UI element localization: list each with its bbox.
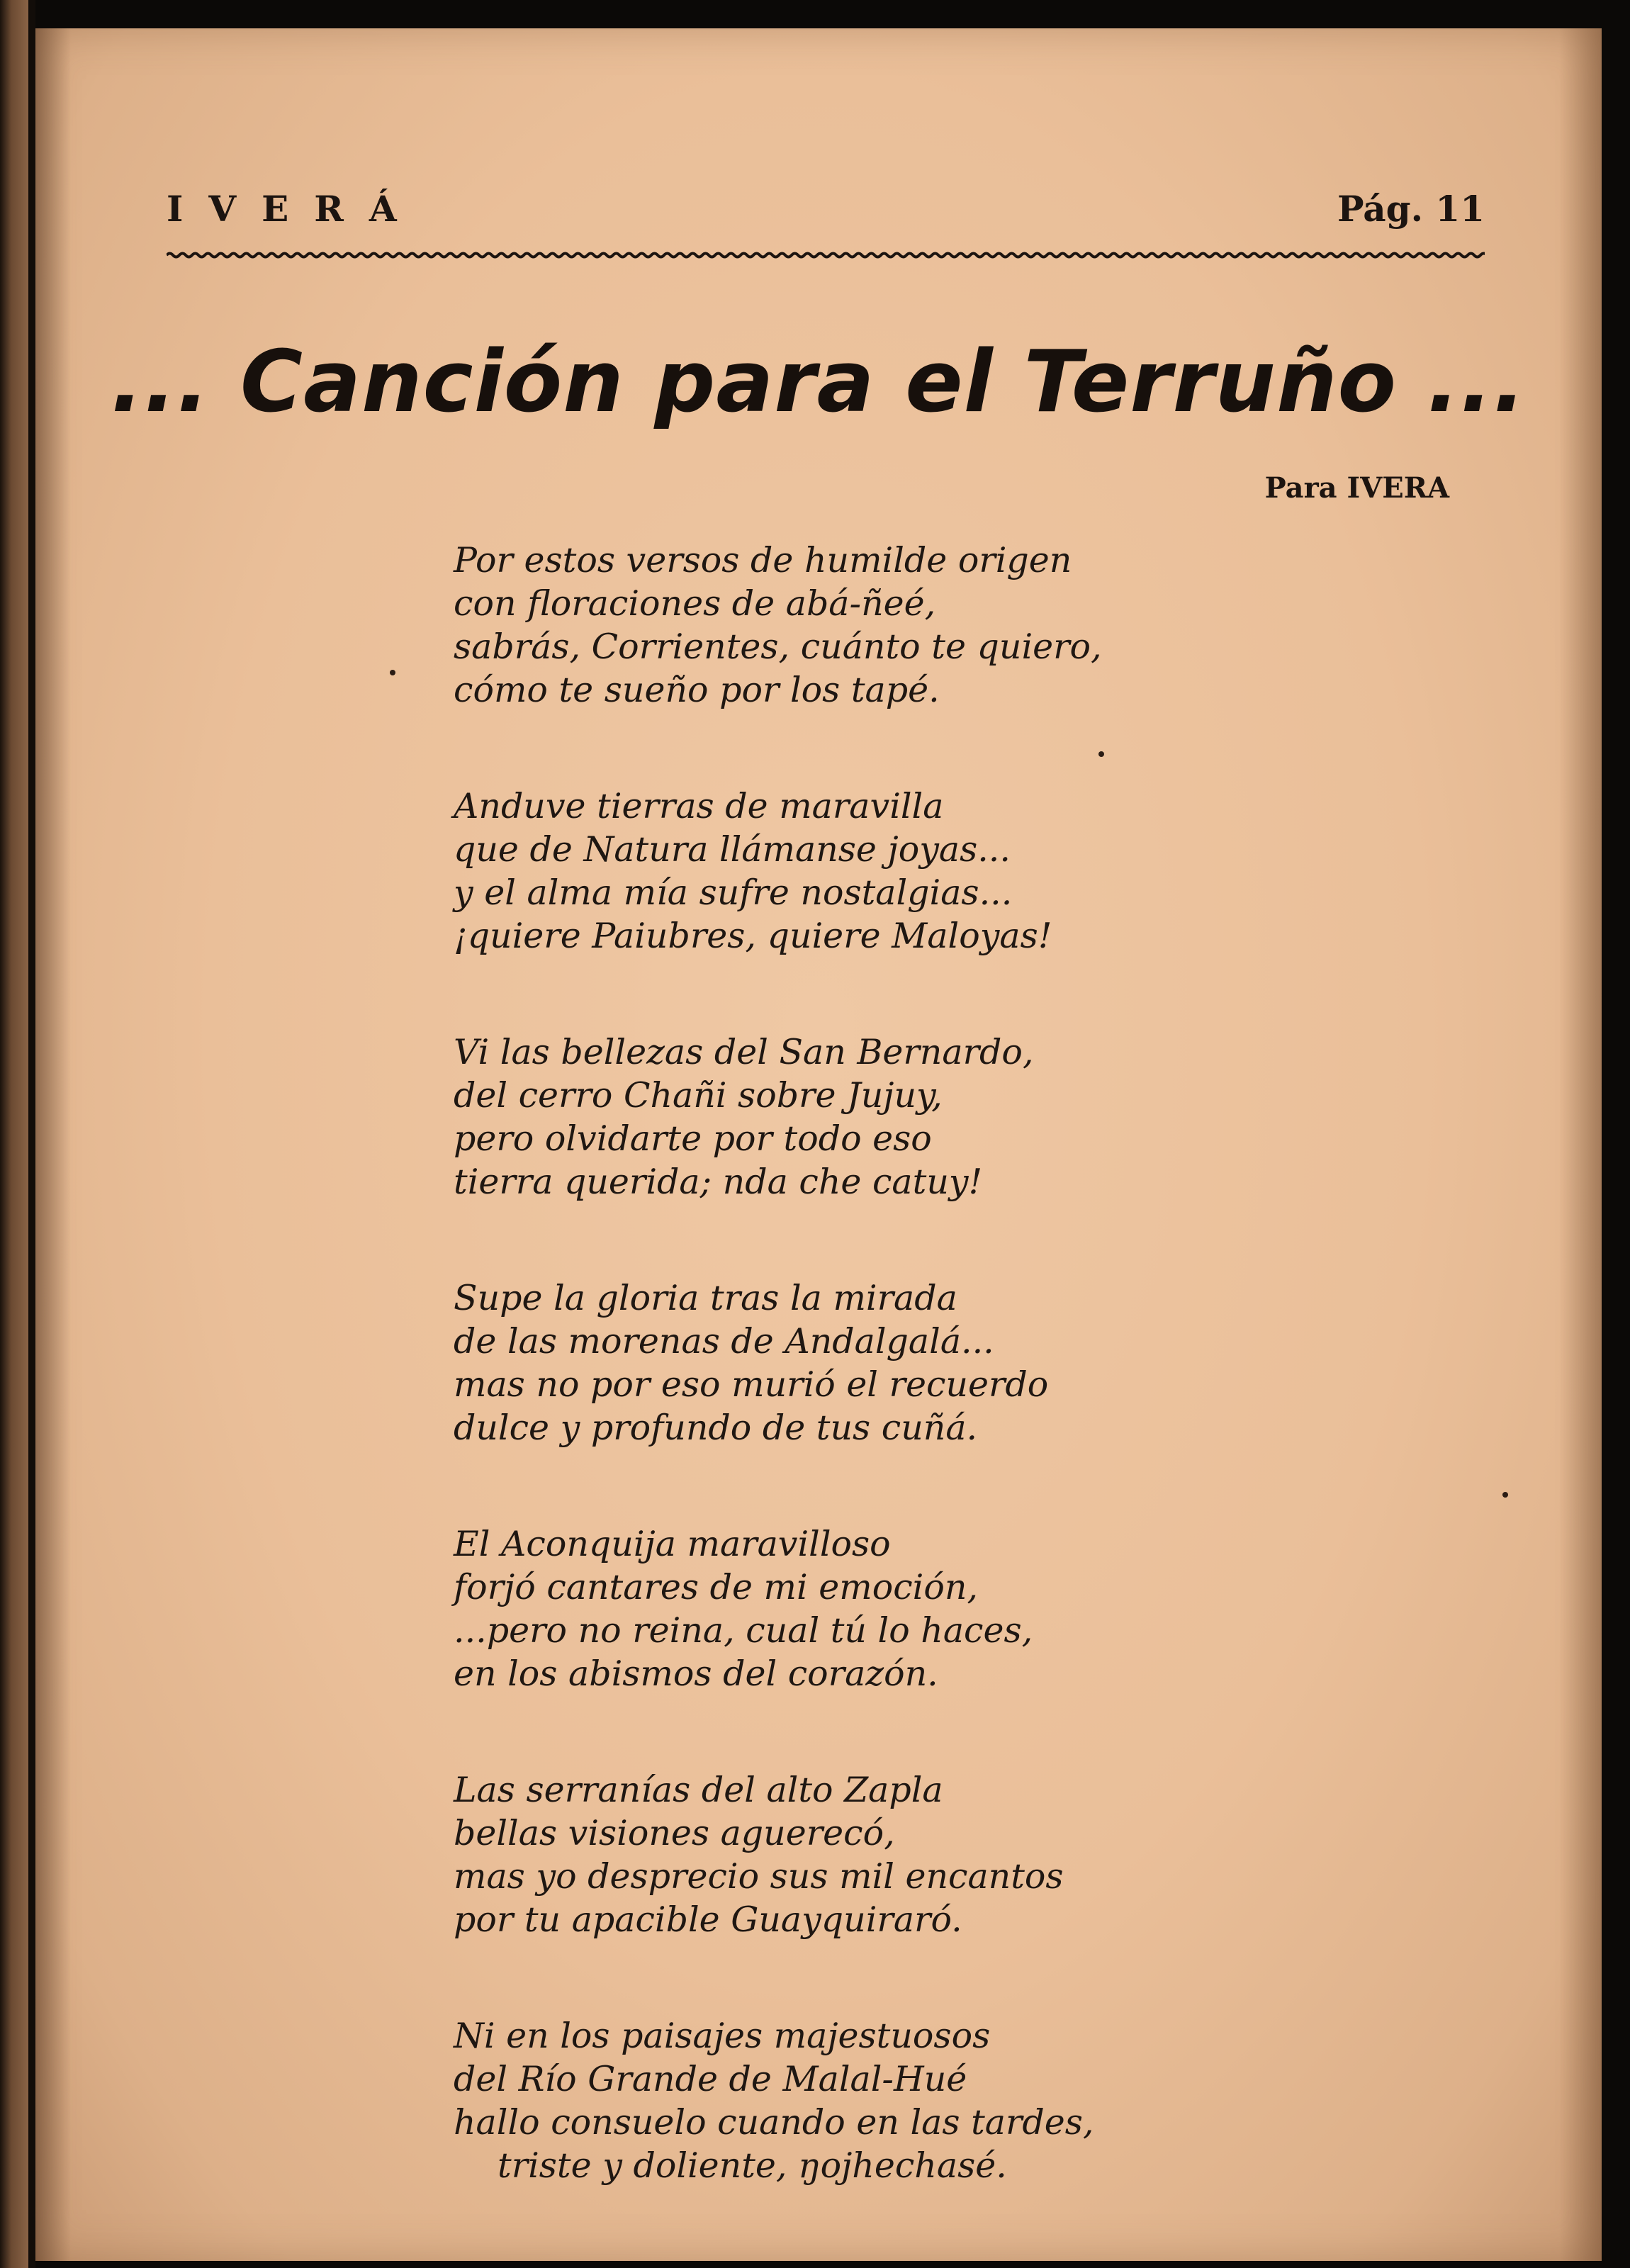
facing-page-edge [0,0,28,2268]
poem-line: ...pero no reina, cual tú lo haces, [454,1610,1033,1651]
poem-line: sabrás, Corrientes, cuánto te quiero, [454,627,1102,667]
page-number: Pág. 11 [1337,188,1485,230]
poem-line: de las morenas de Andalgalá... [454,1321,994,1362]
ink-speck [1502,1492,1508,1498]
running-header [167,188,1485,245]
poem-line: en los abismos del corazón. [454,1654,938,1694]
poem-line: El Aconquija maravilloso [454,1524,891,1564]
poem-line: ¡quiere Paiubres, quiere Maloyas! [454,916,1052,956]
poem-line: del Río Grande de Malal-Hué [454,2059,967,2099]
ink-speck [390,670,395,675]
stanza [454,2014,1375,2187]
stanza [454,785,1375,958]
poem-line: Las serranías del alto Zapla [454,1770,943,1810]
poem-line: Ni en los paisajes majestuosos [454,2016,991,2056]
poem-line: forjó cantares de mi emoción, [454,1567,978,1607]
poem-line: tierra querida; nda che catuy! [454,1162,983,1202]
poem-line: Vi las bellezas del San Bernardo, [454,1032,1034,1072]
poem-line: mas no por eso murió el recuerdo [454,1364,1049,1405]
poem-line: mas yo desprecio sus mil encantos [454,1856,1064,1897]
stanza [454,1522,1375,1695]
poem-line: que de Natura llámanse joyas... [454,829,1011,870]
poem-line: hallo consuelo cuando en las tardes, [454,2102,1094,2143]
dedication: Para IVERA [1264,471,1449,505]
poem-line: con floraciones de abá-ñeé, [454,583,936,624]
stanza [454,539,1375,712]
poem-line: cómo te sueño por los tapé. [454,670,940,710]
poem-line: Por estos versos de humilde origen [454,540,1072,580]
stanza [454,1031,1375,1203]
stanza [454,1768,1375,1941]
book-gutter [28,0,35,2268]
ink-speck [1098,751,1104,757]
poem-line: por tu apacible Guayquiraró. [454,1899,962,1940]
poem-line: pero olvidarte por todo eso [454,1118,932,1159]
poem-line: y el alma mía sufre nostalgias... [454,872,1013,913]
poem-line: bellas visiones aguerecó, [454,1813,895,1853]
poem-line: triste y doliente, ŋojhechasé. [498,2145,1007,2186]
stanza [454,1276,1375,1449]
poem-line: Anduve tierras de maravilla [454,786,944,826]
poem-line: del cerro Chañi sobre Jujuy, [454,1075,943,1116]
poem-line: Supe la gloria tras la mirada [454,1278,957,1318]
poem-line: dulce y profundo de tus cuñá. [454,1408,978,1448]
journal-name: IVERÁ [167,188,422,230]
page-sheet [35,28,1602,2261]
wavy-divider [167,245,1485,266]
poem-title: ... Canción para el Terruño ... [111,333,1527,432]
poem-body [454,539,1375,2260]
